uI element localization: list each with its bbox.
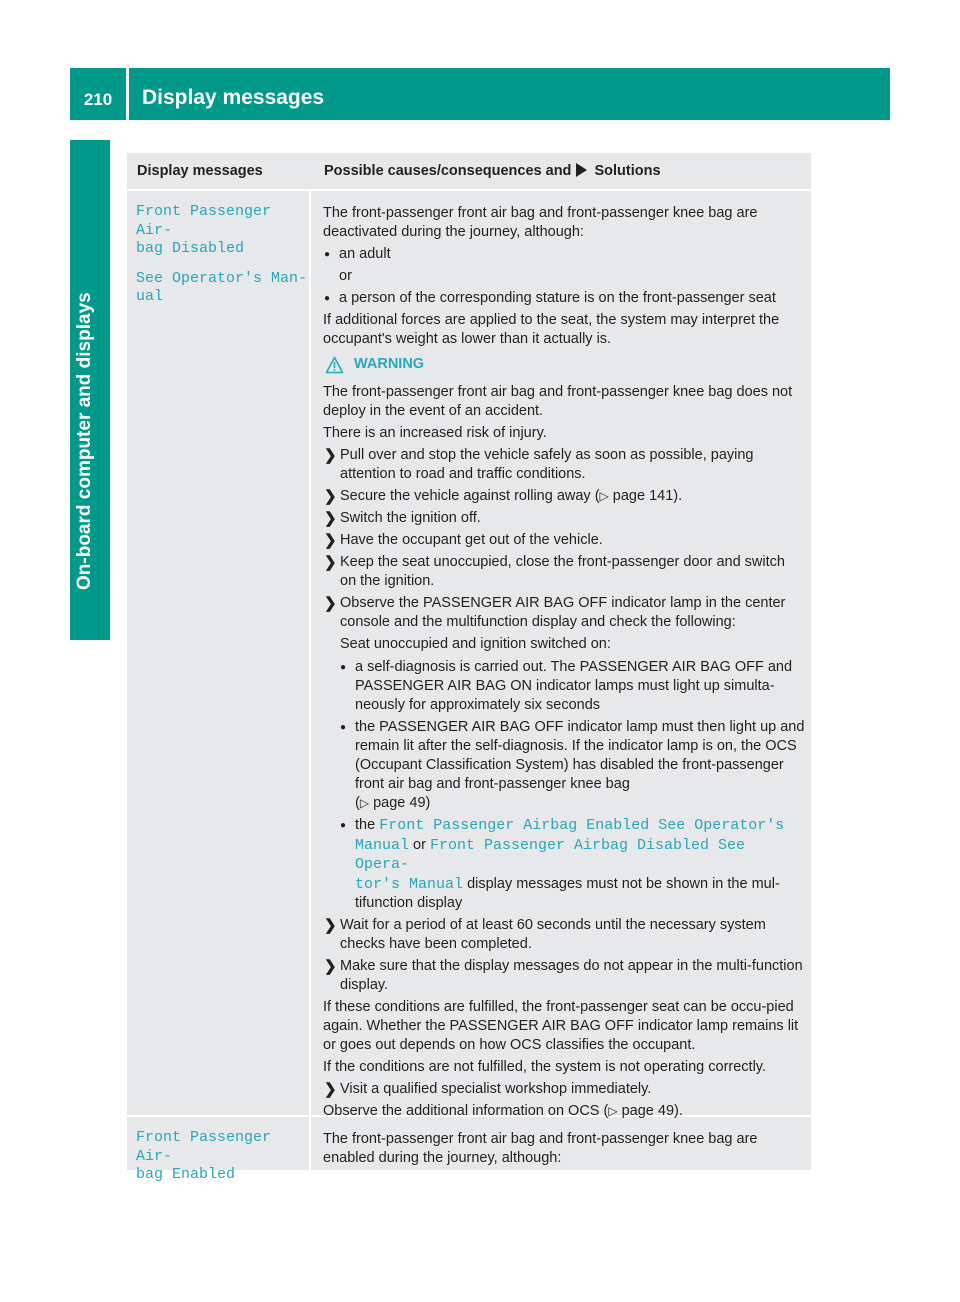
step-item	[323, 594, 805, 632]
message-text: Front Passenger Air‐	[136, 1129, 272, 1165]
page-ref-link[interactable]: page 141).	[608, 488, 683, 504]
message-text: Front Passenger Airbag Disabled See Opera‐	[355, 836, 746, 873]
description-cell	[311, 191, 811, 1119]
warning-label: WARNING	[354, 356, 425, 372]
header-divider	[126, 68, 129, 120]
list-item	[323, 718, 805, 813]
side-tab-label: On-board computer and displays	[74, 292, 95, 590]
list-item: ● an adult	[323, 245, 805, 264]
page-ref-link[interactable]: page 49)	[369, 795, 431, 811]
table-row	[127, 191, 811, 1119]
message-text: bag Disabled	[136, 240, 245, 257]
step-item	[323, 957, 805, 995]
table-row	[127, 1115, 811, 1183]
step-text: Make sure that the display messages do not appear in the multi-function display.	[340, 958, 803, 993]
messages-table	[127, 153, 811, 1183]
message-text: Manual	[355, 836, 410, 854]
list-item-text: or	[413, 836, 426, 853]
risk-text: There is an increased risk of injury.	[323, 425, 547, 441]
warning-triangle-icon	[325, 356, 344, 374]
page-ref-icon: ▷	[599, 489, 609, 503]
step-arrow-icon: ❯	[324, 958, 337, 975]
list-item-text: the	[355, 817, 376, 833]
step-text: Secure the vehicle against rolling away (	[340, 488, 600, 504]
step-item	[323, 509, 805, 528]
message-text: See Operator's Man‐	[136, 269, 308, 287]
col-header-causes	[311, 153, 661, 189]
col-header-solutions-label: Solutions	[594, 163, 661, 179]
step-item	[323, 446, 805, 484]
step-item	[323, 487, 805, 506]
list-item: ● a person of the corresponding stature is on the front-passenger seat	[323, 289, 805, 308]
paragraph-text: Observe the additional information on OCS (	[323, 1103, 609, 1119]
step-text: Have the occupant get out of the vehicle.	[340, 532, 603, 548]
step-arrow-icon: ❯	[324, 532, 337, 549]
page-ref-link[interactable]: page 49).	[617, 1103, 683, 1119]
step-arrow-icon: ❯	[324, 488, 337, 505]
solution-arrow-icon	[576, 163, 587, 177]
step-text: Keep the seat unoccupied, close the front-passenger door and switch on the ignition.	[340, 554, 785, 589]
step-text: Switch the ignition off.	[340, 510, 481, 526]
step-text: Visit a qualified specialist workshop immediately.	[340, 1081, 652, 1097]
intro-text: The front-passenger front air bag and front-passenger knee bag are enabled during the journey, although:	[323, 1131, 758, 1166]
warning-text: The front-passenger front air bag and front-passenger knee bag does not deploy in the event of an accident.	[323, 384, 793, 419]
list-item	[323, 816, 805, 913]
step-item	[323, 1080, 805, 1099]
warning-heading	[325, 355, 805, 374]
intro-text: The front-passenger front air bag and front-passenger knee bag are deactivated during the journey, although:	[323, 205, 758, 240]
step-item	[323, 553, 805, 591]
step-arrow-icon: ❯	[324, 1081, 337, 1098]
message-text: tor's Manual	[355, 875, 464, 893]
step-arrow-icon: ❯	[324, 510, 337, 527]
message-cell	[127, 191, 311, 1115]
message-text: Front Passenger Air‐	[136, 203, 272, 239]
message-text: ual	[136, 288, 164, 305]
message-text: Front Passenger Airbag Enabled See Operator's	[379, 817, 785, 834]
or-text: or	[339, 268, 352, 284]
paragraph: If additional forces are applied to the seat, the system may interpret the occupant's weight as lower than it actually is.	[323, 312, 780, 347]
ref-paren: (	[355, 795, 360, 811]
page-ref-icon: ▷	[608, 1104, 618, 1118]
step-arrow-icon: ❯	[324, 447, 337, 464]
step-arrow-icon: ❯	[324, 917, 337, 934]
paragraph: If these conditions are fulfilled, the front-passenger seat can be occu-pied again. Whether the PASSENGER AIR BAG OFF indicator lamp remains lit or goes out depends on how OCS classifies the occupant.	[323, 999, 799, 1053]
list-item-text: display messages must not be shown in the mul-tifunction display	[355, 875, 780, 911]
step-item	[323, 531, 805, 550]
step-text: Wait for a period of at least 60 seconds until the necessary system checks have been completed.	[340, 917, 766, 952]
condition-heading: Seat unoccupied and ignition switched on:	[340, 636, 611, 652]
step-item	[323, 916, 805, 954]
step-text: Pull over and stop the vehicle safely as soon as possible, paying attention to road and traffic conditions.	[340, 447, 754, 482]
paragraph: If the conditions are not fulfilled, the system is not operating correctly.	[323, 1059, 767, 1075]
page-title: Display messages	[142, 86, 325, 109]
list-item: ● a self-diagnosis is carried out. The PASSENGER AIR BAG OFF and PASSENGER AIR BAG ON indicator lamps must light up simulta-neously for approximately six seconds	[323, 658, 805, 715]
page-ref-icon: ▷	[359, 796, 370, 810]
message-cell	[127, 1117, 311, 1183]
step-arrow-icon: ❯	[324, 595, 337, 612]
col-header-causes-label: Possible causes/consequences and	[324, 163, 572, 179]
page-number: 210	[83, 90, 113, 109]
col-header-display-messages: Display messages	[137, 163, 263, 179]
step-text: Observe the PASSENGER AIR BAG OFF indicator lamp in the center console and the multifunction display and check the following:	[340, 595, 786, 630]
step-arrow-icon: ❯	[324, 554, 337, 571]
description-cell	[311, 1117, 811, 1170]
table-header	[127, 153, 811, 191]
list-item-text: the PASSENGER AIR BAG OFF indicator lamp must then light up and remain lit after the self-diagnosis. If the indicator lamp is on, the OCS (Occupant Classification System) has disabled the front-passenger front air bag and front-passenger knee bag	[355, 719, 805, 792]
message-text: bag Enabled	[136, 1166, 236, 1183]
